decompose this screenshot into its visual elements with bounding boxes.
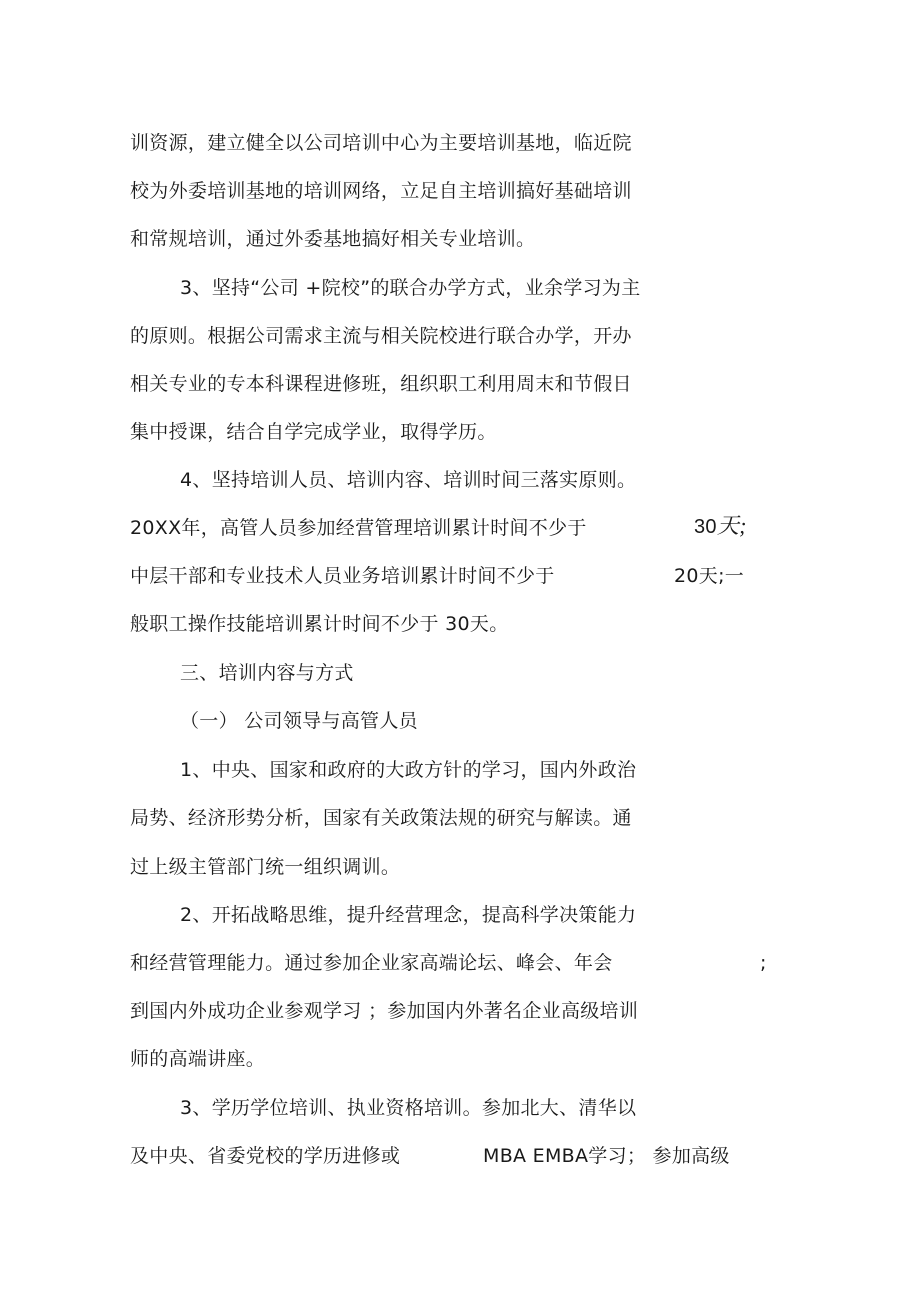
paragraph-line: 3、坚持“公司 +院校”的联合办学方式，业余学习为主 [180, 277, 641, 299]
paragraph-line: 4、坚持培训人员、培训内容、培训时间三落实原则。 [180, 469, 637, 491]
paragraph-line: 和常规培训，通过外委基地搞好相关专业培训。 [130, 228, 536, 250]
paragraph-line-tail [694, 514, 747, 539]
paragraph-line: 局势、经济形势分析，国家有关政策法规的研究与解读。通 [130, 807, 632, 829]
paragraph-line: 到国内外成功企业参观学习 ；参加国内外著名企业高级培训 [130, 1000, 639, 1022]
paragraph-line: 相关专业的专本科课程进修班，组织职工利用周末和节假日 [130, 373, 632, 395]
paragraph-line: 过上级主管部门统一组织调训。 [130, 856, 401, 878]
subsection-heading: （一） 公司领导与高管人员 [180, 710, 418, 732]
paragraph-line: 及中央、省委党校的学历进修或 [130, 1145, 401, 1167]
number-30: 30 [694, 516, 717, 538]
paragraph-line: 2、开拓战略思维，提升经营理念，提高科学决策能力 [180, 904, 637, 926]
paragraph-line-tail: 20天;一 [674, 565, 745, 587]
paragraph-line: 集中授课，结合自学完成学业，取得学历。 [130, 421, 497, 443]
paragraph-line: 的原则。根据公司需求主流与相关院校进行联合办学，开办 [130, 325, 632, 347]
paragraph-line: 训资源，建立健全以公司培训中心为主要培训基地，临近院 [130, 132, 632, 154]
paragraph-line: 1、中央、国家和政府的大政方针的学习，国内外政治 [180, 759, 637, 781]
unit-days: 天; [716, 513, 747, 538]
paragraph-line: 校为外委培训基地的培训网络，立足自主培训搞好基础培训 [130, 180, 632, 202]
section-heading: 三、培训内容与方式 [180, 662, 354, 684]
paragraph-line: 中层干部和专业技术人员业务培训累计时间不少于 [130, 565, 555, 587]
paragraph-line: 师的高端讲座。 [130, 1048, 266, 1070]
paragraph-line: 和经营管理能力。通过参加企业家高端论坛、峰会、年会 [130, 952, 613, 974]
paragraph-line: 3、学历学位培训、执业资格培训。参加北大、清华以 [180, 1097, 637, 1119]
paragraph-line: 般职工操作技能培训累计时间不少于 30天。 [130, 613, 509, 635]
paragraph-line-tail: MBA EMBA学习； 参加高级 [483, 1145, 730, 1167]
paragraph-line: 20XX年，高管人员参加经营管理培训累计时间不少于 [130, 517, 587, 539]
paragraph-line-tail: ; [760, 952, 767, 974]
